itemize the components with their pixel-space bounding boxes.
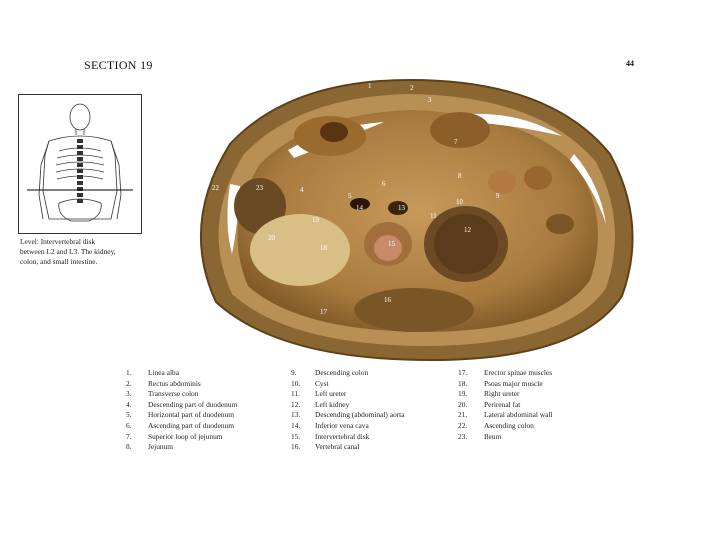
specimen-label: 18 <box>320 244 327 252</box>
legend-item: 7. Superior loop of jejunum <box>126 431 223 441</box>
legend-item: 12. Left kidney <box>291 399 350 409</box>
legend-item: 21. Lateral abdominal wall <box>458 410 553 420</box>
legend-item: 17. Erector spinae muscles <box>458 368 553 377</box>
legend-item: 11. Left ureter <box>291 389 347 399</box>
cross-section-photo <box>170 74 650 366</box>
legend-item: 13. Descending (abdominal) aorta <box>291 410 405 420</box>
legend-item: 15. Intervertebral disk <box>291 431 370 441</box>
specimen-label: 6 <box>382 180 386 188</box>
legend-item: 23. Ileum <box>458 431 502 441</box>
legend-item: 1. Linea alba <box>126 368 179 377</box>
section-title: SECTION 19 <box>84 58 153 72</box>
specimen-label: 5 <box>348 192 352 200</box>
level-line-1: Level: Intervertebral disk <box>20 237 96 246</box>
legend-item: 4. Descending part of duodenum <box>126 399 238 409</box>
specimen-label: 7 <box>454 138 458 146</box>
legend-item: 8. Jejunum <box>126 442 174 452</box>
legend-column-3 <box>458 368 553 442</box>
specimen-label: 14 <box>356 204 363 212</box>
specimen-label: 23 <box>256 184 263 192</box>
specimen-label: 17 <box>320 308 327 316</box>
level-description <box>20 237 150 267</box>
specimen-label: 13 <box>398 204 405 212</box>
legend-item: 2. Rectus abdominis <box>126 378 201 388</box>
legend-item: 22. Ascending colon <box>458 420 534 430</box>
legend-item: 6. Ascending part of duodenum <box>126 420 234 430</box>
level-line-3: colon, and small intestine. <box>20 257 98 266</box>
specimen-label: 19 <box>312 216 319 224</box>
legend-item: 18. Psoas major muscle <box>458 378 543 388</box>
page-number: 44 <box>626 59 634 68</box>
specimen-label: 22 <box>212 184 219 192</box>
specimen-label: 4 <box>300 186 304 194</box>
specimen-label: 8 <box>458 172 462 180</box>
specimen-label: 20 <box>268 234 275 242</box>
specimen-label: 2 <box>410 84 414 92</box>
level-line-2: between L2 and L3. The kidney, <box>20 247 116 256</box>
specimen-label: 16 <box>384 296 391 304</box>
legend-item: 20. Perirenal fat <box>458 399 521 409</box>
specimen-label: 3 <box>428 96 432 104</box>
legend-item: 9. Descending colon <box>291 368 369 377</box>
legend-item: 5. Horizontal part of duodenum <box>126 410 234 420</box>
legend-item: 19. Right ureter <box>458 389 520 399</box>
cross-section-image <box>170 74 650 366</box>
legend-item: 16. Vertebral canal <box>291 442 360 452</box>
skeleton-diagram <box>19 95 141 233</box>
legend-item: 14. Inferior vena cava <box>291 420 369 430</box>
legend-column-2 <box>291 368 404 453</box>
specimen-label: 9 <box>496 192 500 200</box>
specimen-label: 1 <box>368 82 372 90</box>
specimen-label: 10 <box>456 198 463 206</box>
specimen-label: 12 <box>464 226 471 234</box>
legend-item: 3. Transverse colon <box>126 389 199 399</box>
specimen-label: 11 <box>430 212 437 220</box>
orientation-figure <box>18 94 142 234</box>
specimen-label: 21 <box>186 180 193 188</box>
specimen-label: 15 <box>388 240 395 248</box>
legend-column-1 <box>126 368 237 453</box>
legend-item: 10. Cyst <box>291 378 329 388</box>
